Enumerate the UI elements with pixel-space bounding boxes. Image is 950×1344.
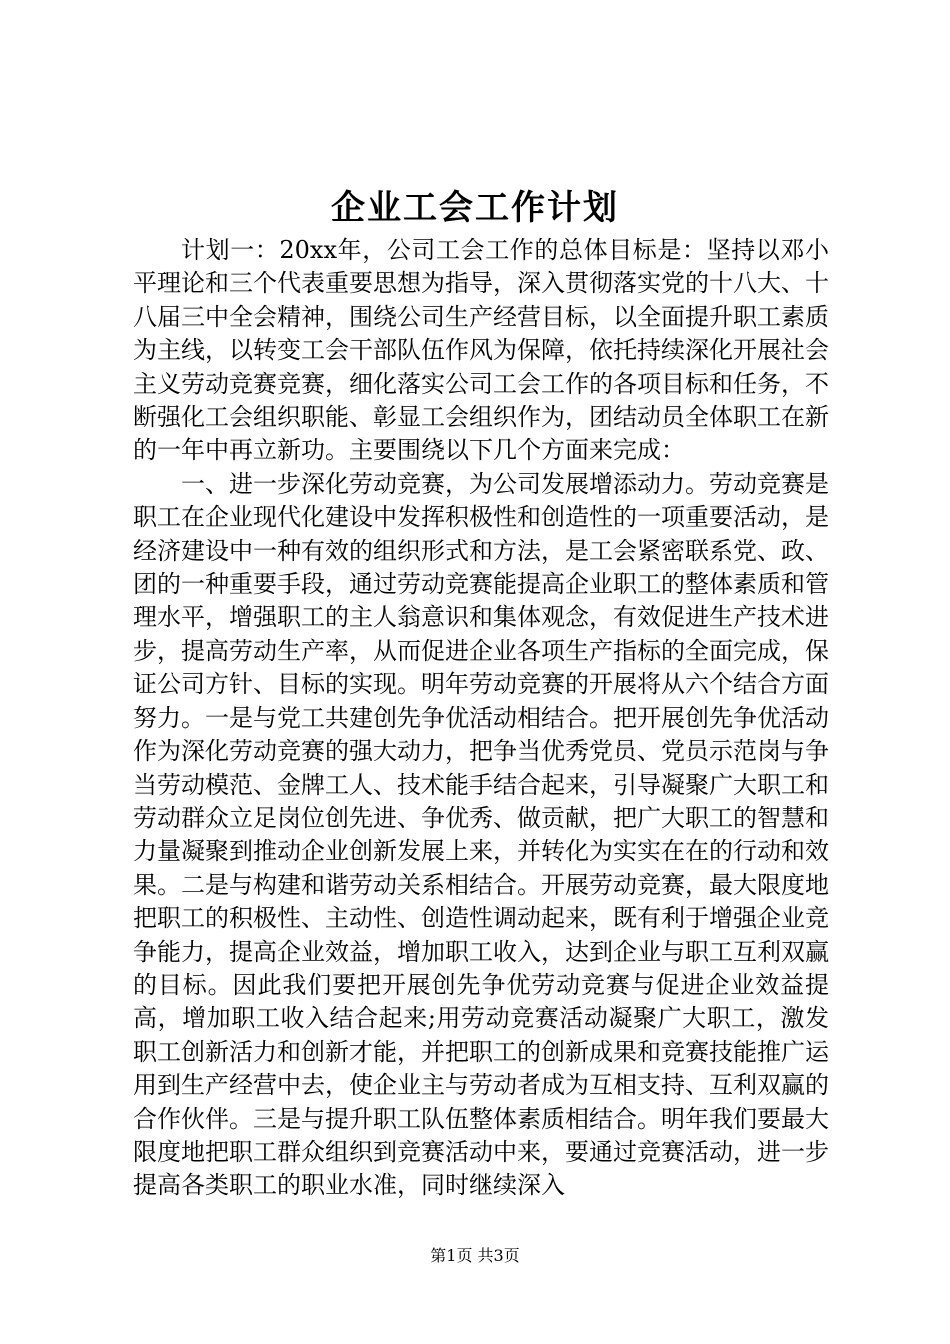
document-body (133, 234, 829, 1203)
paragraph-section-one: 一、进一步深化劳动竞赛，为公司发展增添动力。劳动竞赛是职工在企业现代化建设中发挥积极性和创造性的一项重要活动，是经济建设中一种有效的组织形式和方法，是工会紧密联系党、政、团的一种重要手段，通过劳动竞赛能提高企业职工的整体素质和管理水平，增强职工的主人翁意识和集体观念，有效促进生产技术进步，提高劳动生产率，从而促进企业各项生产指标的全面完成，保证公司方针、目标的实现。明年劳动竞赛的开展将从六个结合方面努力。一是与党工共建创先争优活动相结合。把开展创先争优活动作为深化劳动竞赛的强大动力，把争当优秀党员、党员示范岗与争当劳动模范、金牌工人、技术能手结合起来，引导凝聚广大职工和劳动群众立足岗位创先进、争优秀、做贡献，把广大职工的智慧和力量凝聚到推动企业创新发展上来，并转化为实实在在的行动和效果。二是与构建和谐劳动关系相结合。开展劳动竞赛，最大限度地把职工的积极性、主动性、创造性调动起来，既有利于增强企业竞争能力，提高企业效益，增加职工收入，达到企业与职工互利双赢的目标。因此我们要把开展创先争优劳动竞赛与促进企业效益提高，增加职工收入结合起来;用劳动竞赛活动凝聚广大职工，激发职工创新活力和创新才能，并把职工的创新成果和竞赛技能推广运用到生产经营中去，使企业主与劳动者成为互相支持、互利双赢的合作伙伴。三是与提升职工队伍整体素质相结合。明年我们要最大限度地把职工群众组织到竞赛活动中来，要通过竞赛活动，进一步提高各类职工的职业水准，同时继续深入 (133, 469, 829, 1200)
page-number: 第1页 共3页 (430, 1246, 520, 1265)
document-title: 企业工会工作计划 (331, 188, 619, 228)
paragraph-plan-one: 计划一：20xx年，公司工会工作的总体目标是：坚持以邓小平理论和三个代表重要思想为指导，深入贯彻落实党的十八大、十八届三中全会精神，围绕公司生产经营目标，以全面提升职工素质为主线，以转变工会干部队伍作风为保障，依托持续深化开展社会主义劳动竞赛竞赛，细化落实公司工会工作的各项目标和任务，不断强化工会组织职能、彰显工会组织作为，团结动员全体职工在新的一年中再立新功。主要围绕以下几个方面来完成： (133, 236, 829, 465)
